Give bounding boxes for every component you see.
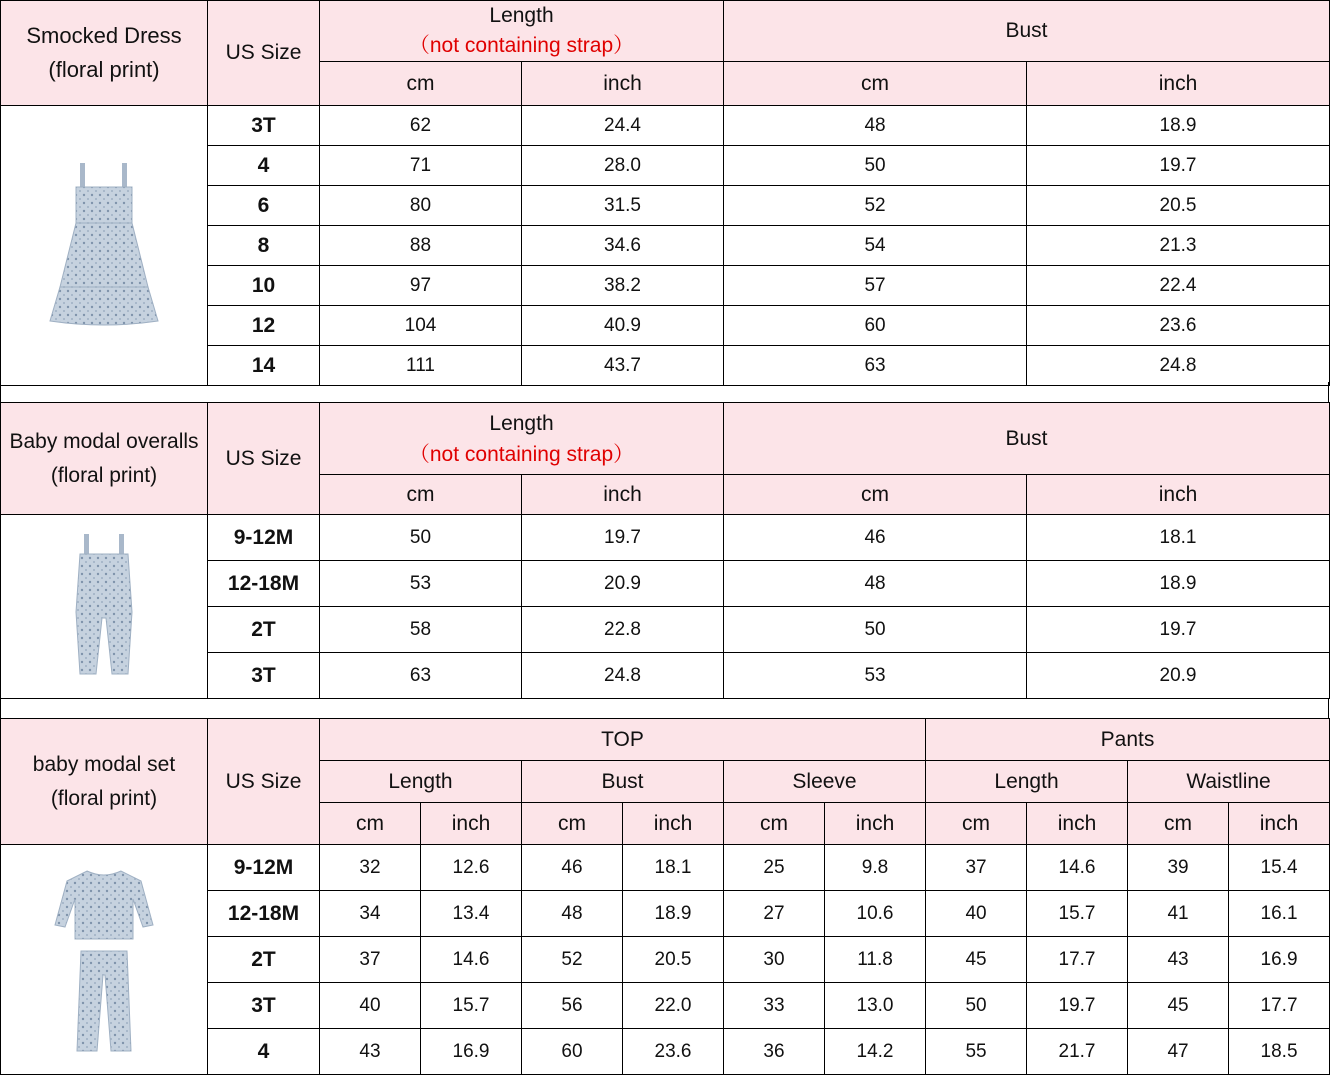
value-cell: 104 bbox=[320, 306, 522, 346]
size-cell: 9-12M bbox=[208, 515, 320, 561]
value-cell: 62 bbox=[320, 106, 522, 146]
value-cell: 10.6 bbox=[825, 891, 926, 937]
dress-image-cell bbox=[1, 106, 208, 386]
value-cell: 37 bbox=[320, 937, 421, 983]
product-name-cell bbox=[1, 719, 208, 845]
value-cell: 63 bbox=[724, 346, 1027, 386]
set-size-table bbox=[0, 718, 1330, 1075]
value-cell: 55 bbox=[926, 1029, 1027, 1075]
product-subtitle: (floral print) bbox=[48, 57, 160, 82]
overalls-image-cell bbox=[1, 515, 208, 699]
top-length-header: Length bbox=[320, 761, 522, 803]
value-cell: 46 bbox=[724, 515, 1027, 561]
value-cell: 46 bbox=[522, 845, 623, 891]
value-cell: 19.7 bbox=[1027, 983, 1128, 1029]
product-name-cell bbox=[1, 1, 208, 106]
overalls-illustration bbox=[64, 532, 144, 682]
value-cell: 24.4 bbox=[522, 106, 724, 146]
value-cell: 20.5 bbox=[1027, 186, 1330, 226]
size-cell: 12-18M bbox=[208, 891, 320, 937]
value-cell: 17.7 bbox=[1027, 937, 1128, 983]
value-cell: 52 bbox=[724, 186, 1027, 226]
product-name: baby modal set bbox=[32, 752, 176, 776]
unit-inch-header: inch bbox=[522, 475, 724, 515]
unit-inch-header: inch bbox=[1027, 62, 1330, 106]
value-cell: 53 bbox=[724, 653, 1027, 699]
value-cell: 14.6 bbox=[421, 937, 522, 983]
value-cell: 14.2 bbox=[825, 1029, 926, 1075]
product-subtitle: (floral print) bbox=[50, 786, 158, 810]
value-cell: 63 bbox=[320, 653, 522, 699]
value-cell: 48 bbox=[724, 106, 1027, 146]
value-cell: 54 bbox=[724, 226, 1027, 266]
bust-header: Bust bbox=[724, 403, 1330, 475]
value-cell: 20.9 bbox=[1027, 653, 1330, 699]
size-cell: 2T bbox=[208, 937, 320, 983]
value-cell: 25 bbox=[724, 845, 825, 891]
value-cell: 40 bbox=[926, 891, 1027, 937]
dress-size-table bbox=[0, 0, 1330, 386]
size-cell: 3T bbox=[208, 653, 320, 699]
value-cell: 15.7 bbox=[1027, 891, 1128, 937]
value-cell: 16.9 bbox=[1229, 937, 1330, 983]
size-cell: 12 bbox=[208, 306, 320, 346]
value-cell: 50 bbox=[724, 607, 1027, 653]
unit-inch-header: inch bbox=[1027, 475, 1330, 515]
value-cell: 15.7 bbox=[421, 983, 522, 1029]
table-row bbox=[1, 515, 1330, 561]
value-cell: 19.7 bbox=[1027, 146, 1330, 186]
size-cell: 4 bbox=[208, 1029, 320, 1075]
unit-cm-header: cm bbox=[926, 803, 1027, 845]
overalls-size-table bbox=[0, 402, 1330, 699]
value-cell: 18.1 bbox=[1027, 515, 1330, 561]
value-cell: 13.0 bbox=[825, 983, 926, 1029]
value-cell: 48 bbox=[724, 561, 1027, 607]
unit-inch-header: inch bbox=[522, 62, 724, 106]
value-cell: 24.8 bbox=[522, 653, 724, 699]
size-cell: 9-12M bbox=[208, 845, 320, 891]
unit-cm-header: cm bbox=[724, 62, 1027, 106]
table-row bbox=[1, 106, 1330, 146]
value-cell: 111 bbox=[320, 346, 522, 386]
unit-cm-header: cm bbox=[522, 803, 623, 845]
value-cell: 18.9 bbox=[623, 891, 724, 937]
value-cell: 52 bbox=[522, 937, 623, 983]
value-cell: 23.6 bbox=[623, 1029, 724, 1075]
value-cell: 43.7 bbox=[522, 346, 724, 386]
value-cell: 37 bbox=[926, 845, 1027, 891]
value-cell: 12.6 bbox=[421, 845, 522, 891]
value-cell: 15.4 bbox=[1229, 845, 1330, 891]
value-cell: 21.3 bbox=[1027, 226, 1330, 266]
value-cell: 80 bbox=[320, 186, 522, 226]
pants-length-header: Length bbox=[926, 761, 1128, 803]
product-name-cell bbox=[1, 403, 208, 515]
value-cell: 50 bbox=[320, 515, 522, 561]
value-cell: 19.7 bbox=[1027, 607, 1330, 653]
unit-cm-header: cm bbox=[1128, 803, 1229, 845]
table-row bbox=[1, 845, 1330, 891]
value-cell: 16.9 bbox=[421, 1029, 522, 1075]
top-sleeve-header: Sleeve bbox=[724, 761, 926, 803]
pants-header: Pants bbox=[926, 719, 1330, 761]
value-cell: 45 bbox=[926, 937, 1027, 983]
bust-header: Bust bbox=[724, 1, 1330, 62]
product-name: Smocked Dress bbox=[26, 23, 182, 48]
value-cell: 43 bbox=[1128, 937, 1229, 983]
value-cell: 18.9 bbox=[1027, 561, 1330, 607]
value-cell: 18.5 bbox=[1229, 1029, 1330, 1075]
value-cell: 11.8 bbox=[825, 937, 926, 983]
unit-inch-header: inch bbox=[623, 803, 724, 845]
value-cell: 40 bbox=[320, 983, 421, 1029]
value-cell: 19.7 bbox=[522, 515, 724, 561]
value-cell: 30 bbox=[724, 937, 825, 983]
size-cell: 6 bbox=[208, 186, 320, 226]
value-cell: 28.0 bbox=[522, 146, 724, 186]
unit-cm-header: cm bbox=[320, 62, 522, 106]
size-cell: 2T bbox=[208, 607, 320, 653]
value-cell: 14.6 bbox=[1027, 845, 1128, 891]
size-header: US Size bbox=[208, 1, 320, 106]
size-header: US Size bbox=[208, 719, 320, 845]
product-subtitle: (floral print) bbox=[50, 463, 158, 487]
value-cell: 18.9 bbox=[1027, 106, 1330, 146]
value-cell: 16.1 bbox=[1229, 891, 1330, 937]
pants-waist-header: Waistline bbox=[1128, 761, 1330, 803]
size-cell: 3T bbox=[208, 983, 320, 1029]
value-cell: 45 bbox=[1128, 983, 1229, 1029]
top-bust-header: Bust bbox=[522, 761, 724, 803]
value-cell: 50 bbox=[926, 983, 1027, 1029]
value-cell: 34.6 bbox=[522, 226, 724, 266]
size-cell: 3T bbox=[208, 106, 320, 146]
value-cell: 34 bbox=[320, 891, 421, 937]
unit-inch-header: inch bbox=[825, 803, 926, 845]
value-cell: 60 bbox=[724, 306, 1027, 346]
length-note: （not containing strap） bbox=[408, 442, 635, 466]
value-cell: 38.2 bbox=[522, 266, 724, 306]
value-cell: 18.1 bbox=[623, 845, 724, 891]
product-name: Baby modal overalls bbox=[9, 429, 199, 453]
value-cell: 97 bbox=[320, 266, 522, 306]
size-cell: 12-18M bbox=[208, 561, 320, 607]
value-cell: 88 bbox=[320, 226, 522, 266]
value-cell: 43 bbox=[320, 1029, 421, 1075]
value-cell: 39 bbox=[1128, 845, 1229, 891]
length-header: Length bbox=[489, 4, 554, 27]
value-cell: 20.5 bbox=[623, 937, 724, 983]
value-cell: 50 bbox=[724, 146, 1027, 186]
length-header-cell bbox=[320, 403, 724, 475]
top-header: TOP bbox=[320, 719, 926, 761]
size-cell: 14 bbox=[208, 346, 320, 386]
value-cell: 48 bbox=[522, 891, 623, 937]
set-image-cell bbox=[1, 845, 208, 1075]
value-cell: 20.9 bbox=[522, 561, 724, 607]
size-cell: 4 bbox=[208, 146, 320, 186]
value-cell: 32 bbox=[320, 845, 421, 891]
unit-cm-header: cm bbox=[320, 803, 421, 845]
unit-inch-header: inch bbox=[1229, 803, 1330, 845]
table-separator bbox=[0, 382, 1329, 402]
value-cell: 27 bbox=[724, 891, 825, 937]
value-cell: 21.7 bbox=[1027, 1029, 1128, 1075]
value-cell: 22.4 bbox=[1027, 266, 1330, 306]
set-illustration bbox=[49, 865, 159, 1055]
value-cell: 17.7 bbox=[1229, 983, 1330, 1029]
value-cell: 56 bbox=[522, 983, 623, 1029]
unit-cm-header: cm bbox=[724, 803, 825, 845]
value-cell: 31.5 bbox=[522, 186, 724, 226]
size-cell: 10 bbox=[208, 266, 320, 306]
unit-inch-header: inch bbox=[1027, 803, 1128, 845]
value-cell: 58 bbox=[320, 607, 522, 653]
size-header: US Size bbox=[208, 403, 320, 515]
value-cell: 40.9 bbox=[522, 306, 724, 346]
length-header: Length bbox=[489, 411, 554, 435]
value-cell: 71 bbox=[320, 146, 522, 186]
value-cell: 41 bbox=[1128, 891, 1229, 937]
value-cell: 60 bbox=[522, 1029, 623, 1075]
size-cell: 8 bbox=[208, 226, 320, 266]
value-cell: 23.6 bbox=[1027, 306, 1330, 346]
dress-illustration bbox=[34, 161, 174, 331]
value-cell: 57 bbox=[724, 266, 1027, 306]
value-cell: 13.4 bbox=[421, 891, 522, 937]
value-cell: 9.8 bbox=[825, 845, 926, 891]
length-header-cell bbox=[320, 1, 724, 62]
value-cell: 22.0 bbox=[623, 983, 724, 1029]
unit-inch-header: inch bbox=[421, 803, 522, 845]
unit-cm-header: cm bbox=[724, 475, 1027, 515]
unit-cm-header: cm bbox=[320, 475, 522, 515]
length-note: （not containing strap） bbox=[408, 34, 635, 57]
value-cell: 24.8 bbox=[1027, 346, 1330, 386]
table-separator bbox=[0, 698, 1329, 718]
value-cell: 53 bbox=[320, 561, 522, 607]
value-cell: 33 bbox=[724, 983, 825, 1029]
value-cell: 22.8 bbox=[522, 607, 724, 653]
value-cell: 47 bbox=[1128, 1029, 1229, 1075]
value-cell: 36 bbox=[724, 1029, 825, 1075]
